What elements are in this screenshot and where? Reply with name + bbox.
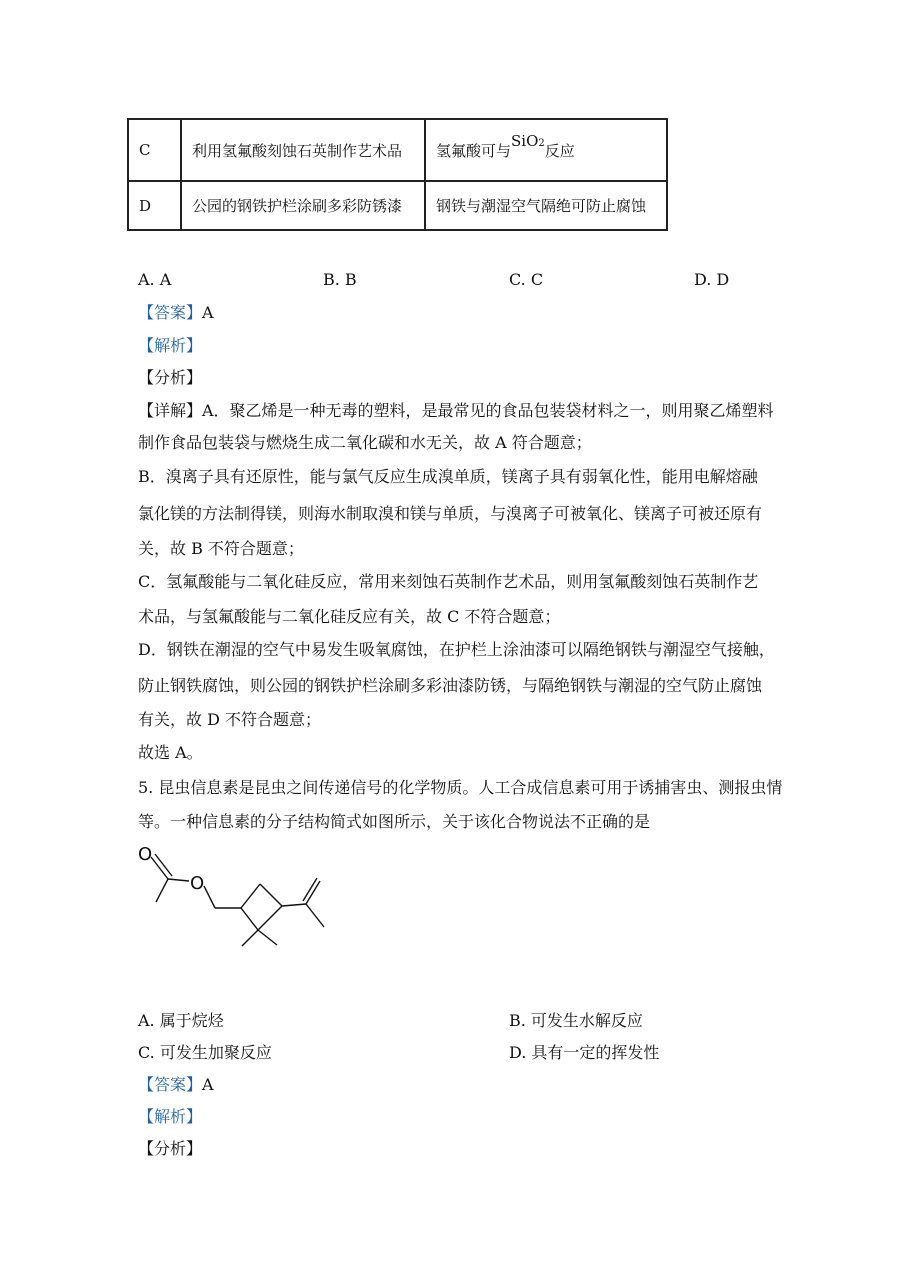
q4-detail-line: C．氢氟酸能与二氧化硅反应，常用来刻蚀石英制作艺术品，则用氢氟酸刻蚀石英制作艺 <box>138 572 759 591</box>
q4-detail-line: 术品，与氢氟酸能与二氧化硅反应有关，故 C 不符合题意； <box>138 607 561 626</box>
q5-option-b: B. 可发生水解反应 <box>509 1011 643 1030</box>
q4-detail-line: 故选 A。 <box>138 743 203 762</box>
table-row <box>128 181 667 230</box>
q4-option-b: B. B <box>323 270 357 289</box>
q4-option-d: D. D <box>694 270 730 289</box>
q4-detail-line: 防止钢铁腐蚀，则公园的钢铁护栏涂刷多彩油漆防锈，与隔绝钢铁与潮湿的空气防止腐蚀 <box>138 676 763 695</box>
q4-detail-line: 关，故 B 不符合题意； <box>138 539 304 558</box>
q4-option-c: C. C <box>509 270 544 289</box>
q4-answer: 【答案】A <box>138 303 214 322</box>
carbonyl-oxygen-label: O <box>138 844 153 865</box>
q4-detail-line: 氯化镁的方法制得镁，则海水制取溴和镁与单质，与溴离子可被氧化、镁离子可被还原有 <box>138 504 763 523</box>
q5-stem-line: 5. 昆虫信息素是昆虫之间传递信号的化学物质。人工合成信息素可用于诱捕害虫、测报虫情 <box>138 778 783 797</box>
q5-stem-line: 等。一种信息素的分子结构简式如图所示，关于该化合物说法不正确的是 <box>138 812 651 831</box>
row-label: D <box>128 181 181 230</box>
q4-detail-line: 有关，故 D 不符合题意； <box>138 710 322 729</box>
q4-detail-line: 【详解】A．聚乙烯是一种无毒的塑料，是最常见的食品包装袋材料之一，则用聚乙烯塑料 <box>138 401 774 420</box>
q5-option-a: A. 属于烷烃 <box>138 1011 224 1030</box>
row-label: C <box>128 119 181 181</box>
row-action: 利用氢氟酸刻蚀石英制作艺术品 <box>181 119 425 181</box>
q5-fenxi: 【分析】 <box>138 1139 203 1158</box>
q4-jiexi: 【解析】 <box>138 336 203 355</box>
q4-detail-line: 制作食品包装袋与燃烧生成二氧化碳和水无关，故 A 符合题意； <box>138 433 592 452</box>
q4-fenxi: 【分析】 <box>138 368 203 387</box>
q5-answer: 【答案】A <box>138 1075 214 1094</box>
q4-detail-line: B．溴离子具有还原性，能与氯气反应生成溴单质，镁离子具有弱氧化性，能用电解熔融 <box>138 467 758 486</box>
sio2-formula: SiO2 <box>511 131 545 150</box>
table-row <box>128 119 667 181</box>
q5-jiexi: 【解析】 <box>138 1107 203 1126</box>
row-action: 公园的钢铁护栏涂刷多彩防锈漆 <box>181 181 425 230</box>
row-reason: 氢氟酸可与SiO2反应 <box>425 119 667 181</box>
q5-option-c: C. 可发生加聚反应 <box>138 1043 272 1062</box>
ester-oxygen-label: O <box>190 873 205 894</box>
q4-option-a: A. A <box>138 270 172 289</box>
molecule-structure <box>130 840 340 955</box>
q5-option-d: D. 具有一定的挥发性 <box>509 1043 660 1062</box>
q4-detail-line: D．钢铁在潮湿的空气中易发生吸氧腐蚀，在护栏上涂油漆可以隔绝钢铁与潮湿空气接触， <box>138 640 775 659</box>
row-reason: 钢铁与潮湿空气隔绝可防止腐蚀 <box>425 181 667 230</box>
options-table <box>127 118 668 231</box>
